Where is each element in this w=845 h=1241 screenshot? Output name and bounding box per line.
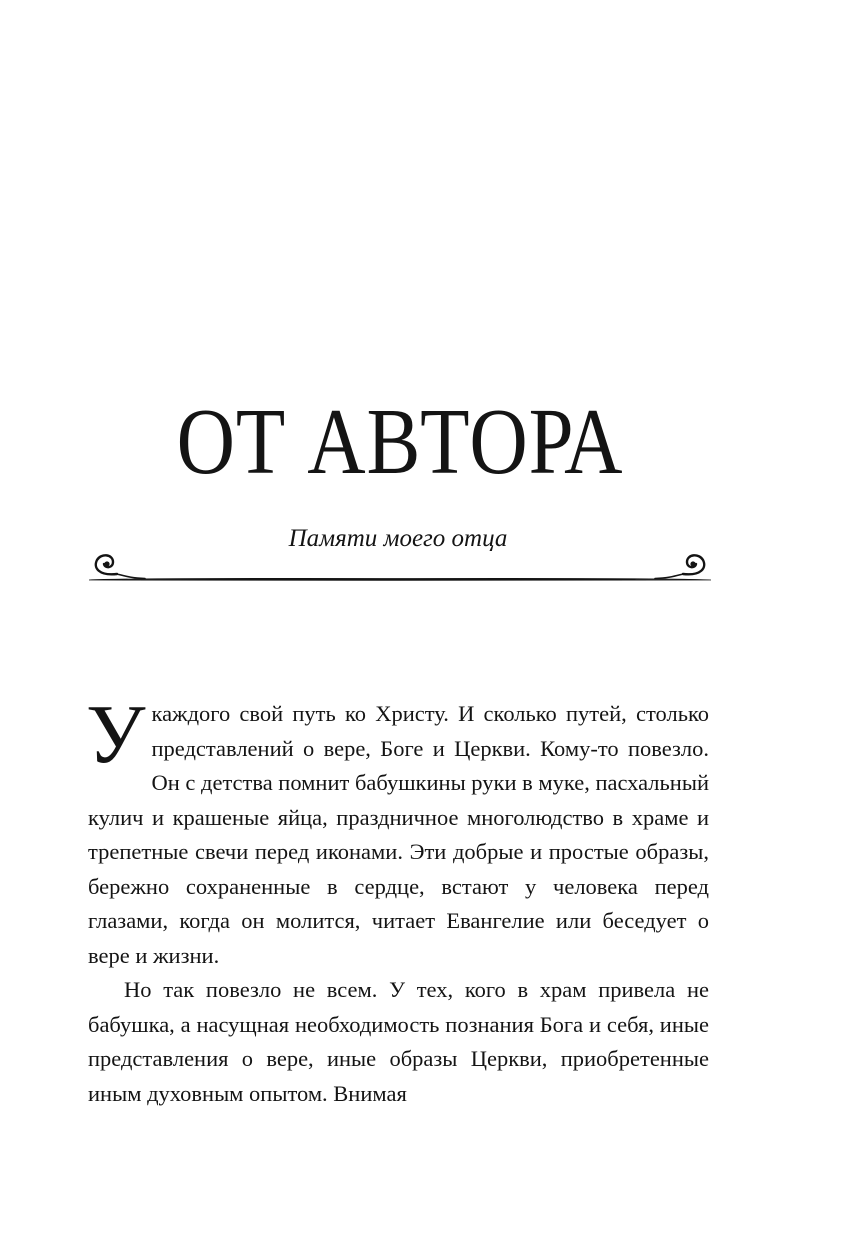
body-text — [86, 688, 709, 1111]
paragraph-2: Но так повезло не всем. У тех, кого в храм привела не бабушка, а насущная необходимость познания Бога и себя, иные представления о вере, иные образы Церкви, приобретенные иным духовным опытом. Внимая — [88, 977, 709, 1106]
flourish-divider — [85, 540, 715, 590]
chapter-title: ОТ АВТОРА — [176, 390, 624, 494]
right-scroll-ornament — [655, 555, 704, 578]
paragraph-1 — [86, 688, 709, 973]
paragraph-1-text: каждого свой путь ко Христу. И сколько путей, столько представлений о вере, Боге и Церкви. Кому-то повезло. Он с детства помнит бабушкины руки в муке, пасхальный кулич и крашеные яйца, праздничное многолюдство в храме и трепетные свечи перед иконами. Эти добрые и простые образы, бережно сохраненные в сердце, встают у человека перед глазами, когда он молится, читает Евангелие или беседует о вере и жизни. — [88, 701, 709, 968]
left-scroll-ornament — [96, 555, 145, 578]
epigraph: Памяти моего отца — [288, 525, 508, 552]
drop-cap: У — [86, 688, 146, 781]
